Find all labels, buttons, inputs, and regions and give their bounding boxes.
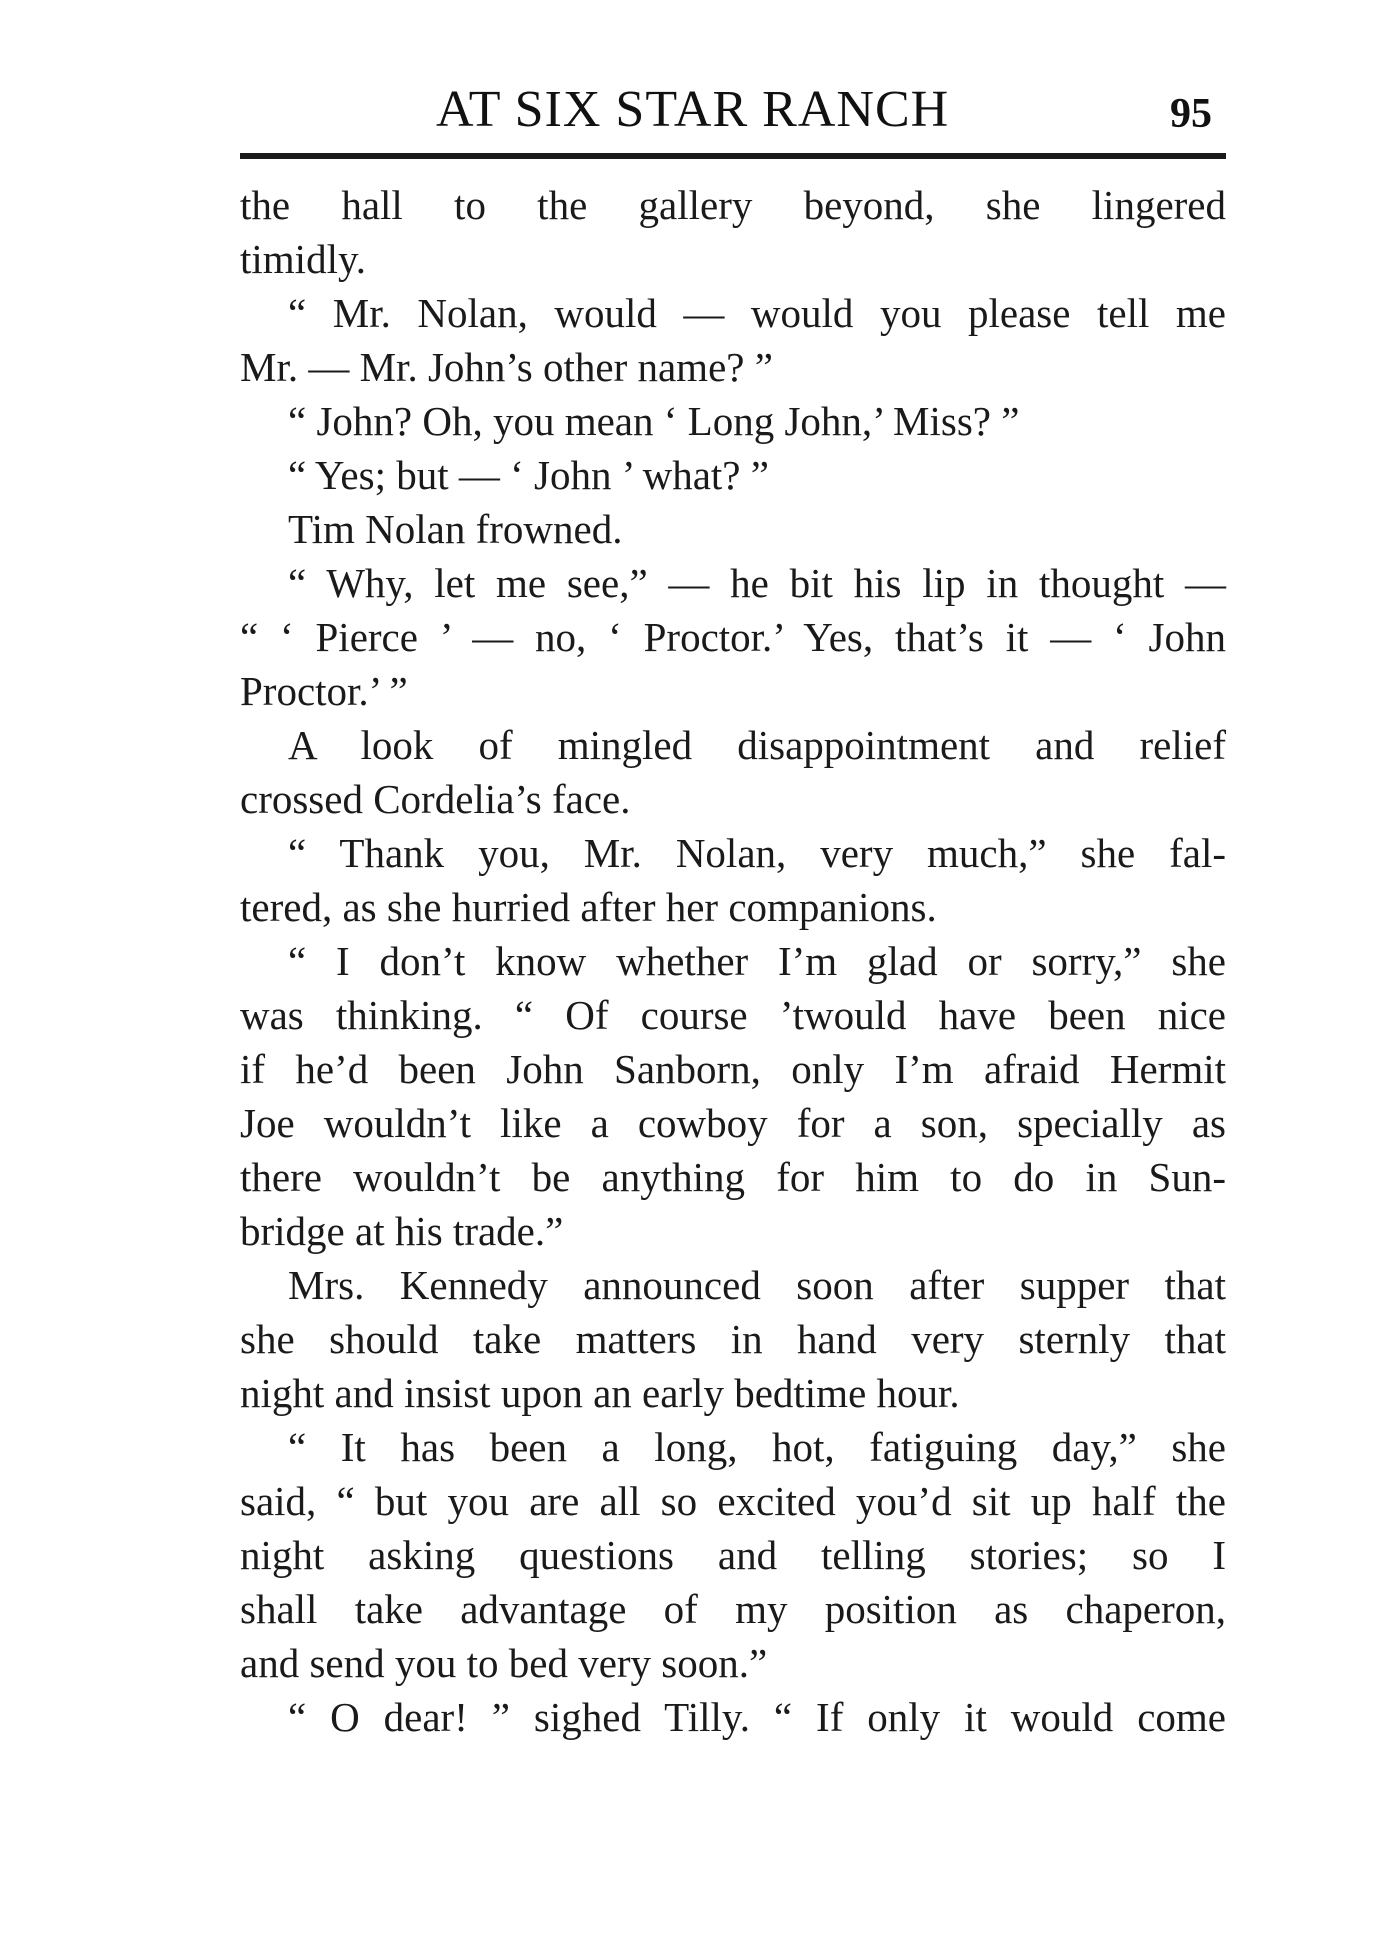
text-line: Mrs. Kennedy announced soon after supper that — [288, 1262, 1226, 1308]
text-line: bridge at his trade.” — [240, 1208, 564, 1254]
text-line: tered, as she hurried after her companions. — [240, 884, 937, 930]
text-line: Mr. — Mr. John’s other name? ” — [240, 344, 773, 390]
running-head-title: AT SIX STAR RANCH — [436, 81, 950, 138]
text-line: shall take advantage of my position as chaperon, — [240, 1586, 1226, 1632]
text-line: timidly. — [240, 236, 367, 282]
text-line: “ It has been a long, hot, fatiguing day,” she — [288, 1424, 1226, 1470]
text-line: A look of mingled disappointment and relief — [288, 722, 1226, 768]
text-line: Tim Nolan frowned. — [288, 506, 623, 552]
text-line: night and insist upon an early bedtime hour. — [240, 1370, 960, 1416]
text-line: if he’d been John Sanborn, only I’m afraid Hermit — [240, 1046, 1226, 1092]
text-line: said, “ but you are all so excited you’d sit up half the — [240, 1478, 1226, 1524]
header-rule — [240, 153, 1226, 159]
text-line: “ I don’t know whether I’m glad or sorry,” she — [288, 938, 1226, 984]
text-line: night asking questions and telling stories; so I — [240, 1532, 1226, 1578]
text-line: and send you to bed very soon.” — [240, 1640, 768, 1686]
text-line: Proctor.’ ” — [240, 668, 408, 714]
text-line: “ Yes; but — ‘ John ’ what? ” — [288, 452, 769, 498]
text-line: crossed Cordelia’s face. — [240, 776, 631, 822]
text-line: “ Mr. Nolan, would — would you please tell me — [288, 290, 1226, 336]
body-text — [240, 178, 1226, 1744]
text-line: the hall to the gallery beyond, she lingered — [240, 182, 1226, 228]
text-line: “ Thank you, Mr. Nolan, very much,” she fal- — [288, 830, 1226, 876]
text-line: was thinking. “ Of course ’twould have been nice — [240, 992, 1226, 1038]
page-number: 95 — [1170, 91, 1212, 137]
text-line: “ Why, let me see,” — he bit his lip in thought — — [288, 560, 1226, 606]
text-line: “ ‘ Pierce ’ — no, ‘ Proctor.’ Yes, that’s it — ‘ John — [240, 614, 1226, 660]
text-line: she should take matters in hand very sternly that — [240, 1316, 1226, 1362]
text-line: there wouldn’t be anything for him to do in Sun- — [240, 1154, 1226, 1200]
text-line: “ O dear! ” sighed Tilly. “ If only it would come — [288, 1694, 1226, 1740]
text-line: “ John? Oh, you mean ‘ Long John,’ Miss? ” — [288, 398, 1020, 444]
text-line: Joe wouldn’t like a cowboy for a son, specially as — [240, 1100, 1226, 1146]
